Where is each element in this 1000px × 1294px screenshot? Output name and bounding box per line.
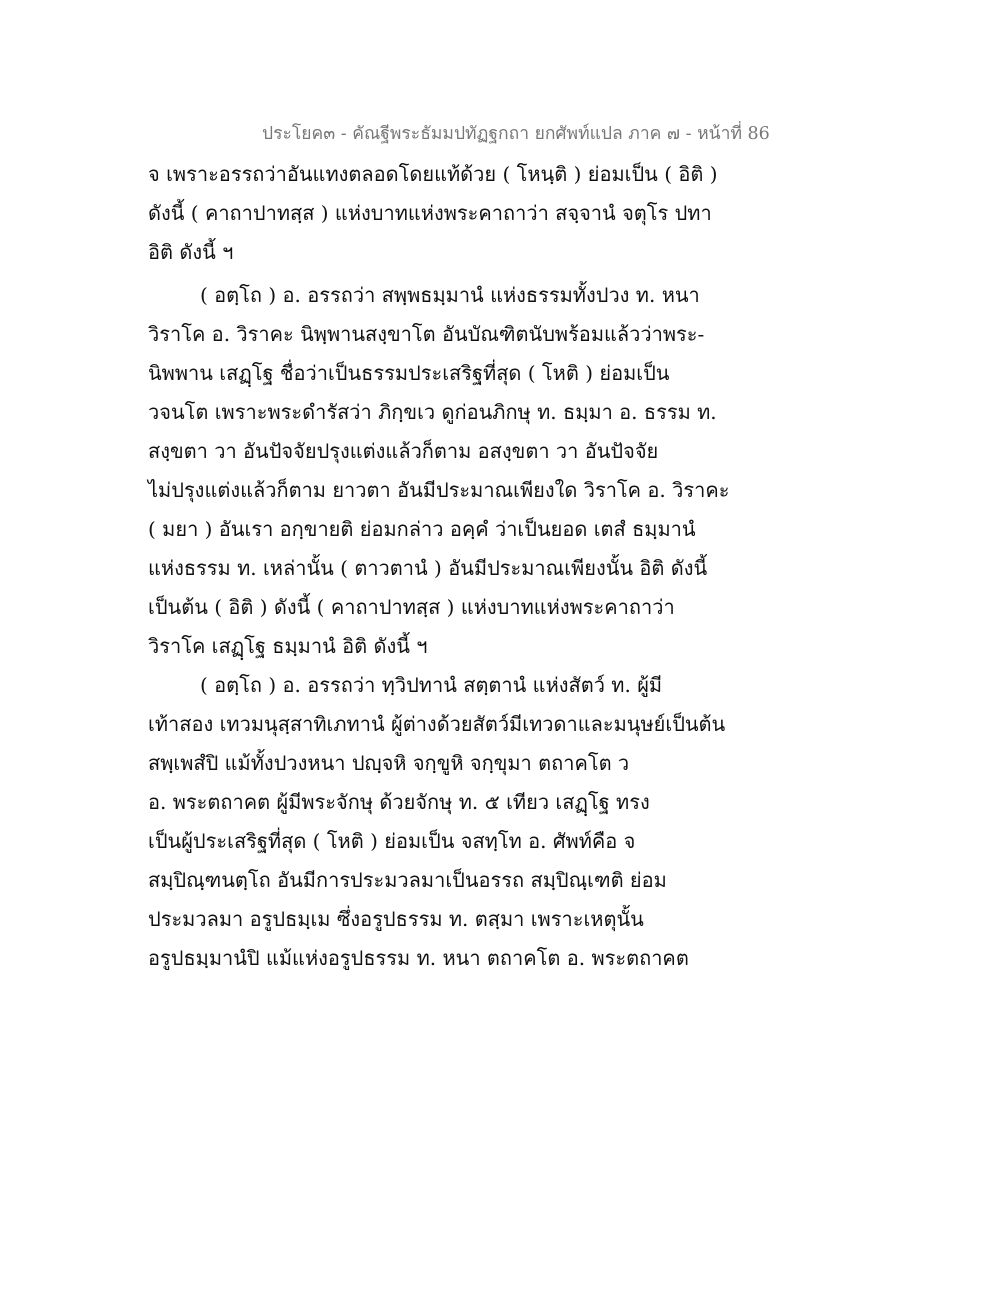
running-header: ประโยค๓ - คัณฐีพระธัมมปทัฏฐกถา ยกศัพท์แปล ภาค ๗ - หน้าที่ 86 — [262, 124, 770, 144]
text-line: ( อตฺโถ ) อ. อรรถว่า ทฺวิปทานํ สตฺตานํ แห่งสัตว์ ท. ผู้มี — [200, 673, 663, 697]
text-line: อิติ ดังนี้ ฯ — [148, 240, 234, 264]
text-line: สงฺขตา วา อันปัจจัยปรุงแต่งแล้วก็ตาม อสงฺขตา วา อันปัจจัย — [148, 439, 659, 463]
paragraph-3 — [148, 666, 726, 978]
paragraph-1 — [148, 155, 718, 272]
text-line: ( มยา ) อันเรา อกฺขายติ ย่อมกล่าว อคฺคํ ว่าเป็นยอด เตสํ ธมฺมานํ — [148, 517, 696, 541]
paragraph-2 — [148, 276, 730, 666]
text-line: อรูปธมฺมานํปิ แม้แห่งอรูปธรรม ท. หนา ตถาคโต อ. พระตถาคต — [148, 946, 689, 970]
text-line: วิราโค เสฏฺโฐ ธมฺมานํ อิติ ดังนี้ ฯ — [148, 634, 428, 658]
text-line: นิพพาน เสฏฺโฐ ชื่อว่าเป็นธรรมประเสริฐที่สุด ( โหติ ) ย่อมเป็น — [148, 361, 670, 385]
text-line: ( อตฺโถ ) อ. อรรถว่า สพฺพธมฺมานํ แห่งธรรมทั้งปวง ท. หนา — [200, 283, 700, 307]
text-line: เท้าสอง เทวมนุสฺสาทิเภทานํ ผู้ต่างด้วยสัตว์มีเทวดาและมนุษย์เป็นต้น — [148, 712, 726, 736]
text-line: อ. พระตถาคต ผู้มีพระจักษุ ด้วยจักษุ ท. ๕ เทียว เสฏฺโฐ ทรง — [148, 790, 650, 814]
text-line: วิราโค อ. วิราคะ นิพฺพานสงฺขาโต อันบัณฑิตนับพร้อมแล้วว่าพระ- — [148, 322, 705, 346]
text-line: สพฺเพสํปิ แม้ทั้งปวงหนา ปญฺจหิ จกฺขูหิ จกฺขุมา ตถาคโต ว — [148, 751, 630, 775]
text-line: เป็นผู้ประเสริฐที่สุด ( โหติ ) ย่อมเป็น จสทฺโท อ. ศัพท์คือ จ — [148, 829, 636, 853]
text-line: วจนโต เพราะพระดำรัสว่า ภิกฺขเว ดูก่อนภิกษุ ท. ธมฺมา อ. ธรรม ท. — [148, 400, 717, 424]
text-line: ดังนี้ ( คาถาปาทสฺส ) แห่งบาทแห่งพระคาถาว่า สจฺจานํ จตุโร ปทา — [148, 201, 712, 225]
text-line: ประมวลมา อรูปธมฺเม ซึ่งอรูปธรรม ท. ตสฺมา เพราะเหตุนั้น — [148, 907, 644, 931]
text-line: เป็นต้น ( อิติ ) ดังนี้ ( คาถาปาทสฺส ) แห่งบาทแห่งพระคาถาว่า — [148, 595, 675, 619]
text-line: แห่งธรรม ท. เหล่านั้น ( ตาวตานํ ) อันมีประมาณเพียงนั้น อิติ ดังนี้ — [148, 556, 708, 580]
body-text — [148, 155, 730, 978]
text-line: จ เพราะอรรถว่าอันแทงตลอดโดยแท้ด้วย ( โหนฺติ ) ย่อมเป็น ( อิติ ) — [148, 162, 718, 186]
text-line: สมฺปิณฺฑนตฺโถ อันมีการประมวลมาเป็นอรรถ สมฺปิณฺเฑติ ย่อม — [148, 868, 667, 892]
text-line: ไม่ปรุงแต่งแล้วก็ตาม ยาวตา อันมีประมาณเพียงใด วิราโค อ. วิราคะ — [148, 478, 730, 502]
